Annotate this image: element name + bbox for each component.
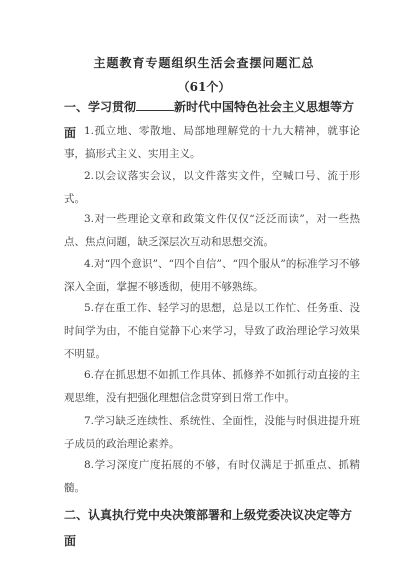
list-item-8: 8.学习深度广度拓展的不够，有时仅满足于抓重点、抓精髓。	[64, 459, 360, 494]
fill-in-blank	[136, 98, 174, 111]
document-title: 主题教育专题组织生活会查摆问题汇总	[93, 56, 315, 70]
list-item-6: 6.存在抓思想不如抓工作具体、抓修养不如抓行动直接的主观思维，没有把强化理想信念贯穿到日常工作中。	[64, 369, 360, 404]
list-item-3: 3.对一些理论文章和政策文件仅仅“泛泛而读”，对一些热点、焦点问题，缺乏深层次互动和思想交流。	[64, 213, 360, 248]
list-item-5: 5.存在重工作、轻学习的思想，总是以工作忙、任务重、没时间学为由，不能自觉静下心来学习，导致了政治理论学习效果不明显。	[64, 302, 360, 360]
list-item-2: 2.以会议落实会议，以文件落实文件，空喊口号、流于形式。	[64, 170, 360, 205]
document-subtitle: （61个）	[177, 80, 231, 94]
list-item-4: 4.对“四个意识”、“四个自信”、“四个服从”的标准学习不够深入全面，掌握不够透彻，使用不够熟练。	[64, 258, 360, 293]
section-heading-2: 二、认真执行党中央决策部署和上级党委决议决定等方面	[64, 508, 353, 548]
section-heading-1-suffix: 新时代中国特色社会主义思想等方面	[64, 100, 355, 140]
list-item-1: 1.孤立地、零散地、局部地理解党的十九大精神，就事论事，搞形式主义、实用主义。	[64, 125, 360, 160]
section-heading-1-prefix: 一、学习贯彻	[64, 100, 137, 114]
list-item-7: 7.学习缺乏连续性、系统性、全面性，没能与时俱进提升班子成员的政治理论素养。	[64, 415, 360, 450]
